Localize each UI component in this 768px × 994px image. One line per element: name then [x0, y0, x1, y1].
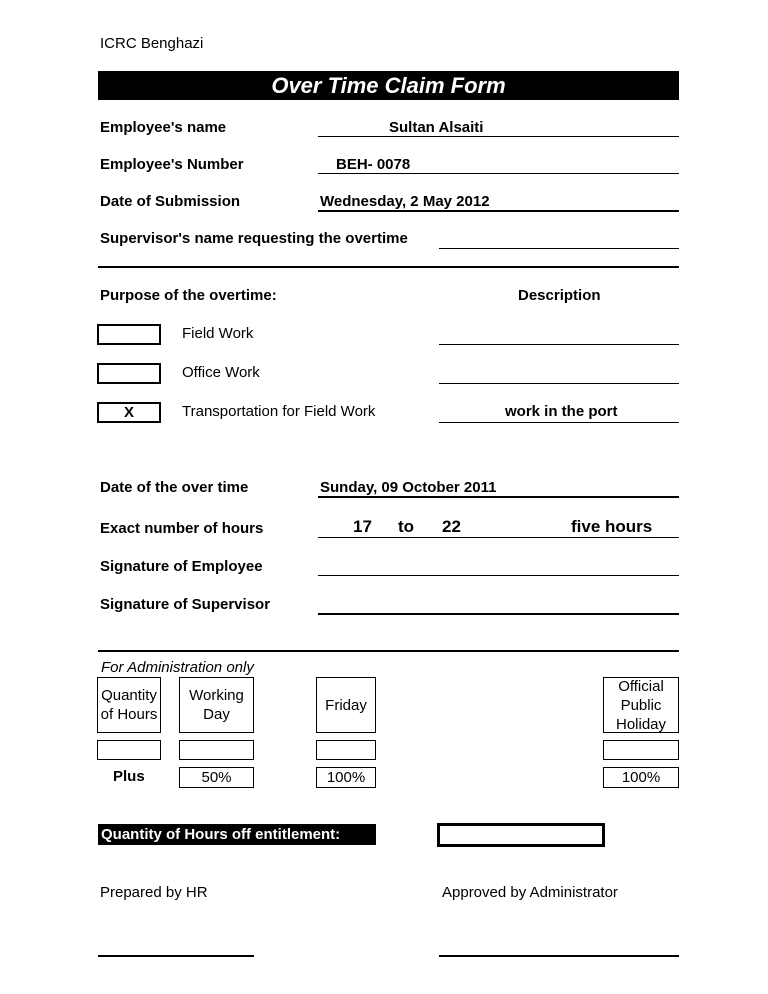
- date-submission-label: Date of Submission: [100, 193, 241, 210]
- organization-name: ICRC Benghazi: [100, 35, 204, 52]
- transportation-checkbox[interactable]: [97, 402, 161, 423]
- office-work-label: Office Work: [182, 364, 260, 381]
- signature-employee-line[interactable]: [318, 575, 679, 576]
- employee-name-value[interactable]: Sultan Alsaiti: [389, 119, 484, 136]
- form-title: Over Time Claim Form: [98, 71, 679, 100]
- public-holiday-rate-text: 100%: [621, 769, 661, 786]
- signature-supervisor-line[interactable]: [318, 613, 679, 615]
- office-work-checkbox[interactable]: [97, 363, 161, 384]
- section-divider: [98, 266, 679, 268]
- prepared-by-label: Prepared by HR: [100, 884, 208, 901]
- hours-underline: [318, 537, 679, 538]
- working-day-input[interactable]: [179, 740, 254, 760]
- public-holiday-header-text: Official Public Holiday: [615, 677, 667, 733]
- employee-number-label: Employee's Number: [100, 156, 244, 173]
- hours-total[interactable]: five hours: [571, 517, 653, 536]
- friday-rate: [316, 767, 376, 788]
- quantity-of-hours-input[interactable]: [97, 740, 161, 760]
- signature-employee-label: Signature of Employee: [100, 558, 263, 575]
- plus-label: Plus: [113, 768, 145, 785]
- signature-supervisor-label: Signature of Supervisor: [100, 596, 271, 613]
- admin-divider: [98, 650, 679, 652]
- employee-name-underline: [318, 136, 679, 137]
- employee-name-label: Employee's name: [100, 119, 227, 136]
- entitlement-input[interactable]: [437, 823, 605, 847]
- working-day-rate: [179, 767, 254, 788]
- friday-header-text: Friday: [325, 696, 367, 714]
- hours-label: Exact number of hours: [100, 520, 264, 537]
- working-day-header: [179, 677, 254, 733]
- quantity-of-hours-header: [97, 677, 161, 733]
- transportation-mark: X: [123, 404, 134, 421]
- approved-by-label: Approved by Administrator: [442, 884, 618, 901]
- employee-number-underline: [318, 173, 679, 174]
- transportation-label: Transportation for Field Work: [182, 403, 376, 420]
- purpose-label: Purpose of the overtime:: [100, 287, 277, 304]
- hours-from[interactable]: 17: [353, 517, 372, 536]
- office-work-description-line: [439, 383, 679, 384]
- overtime-date-underline: [318, 496, 679, 498]
- friday-rate-text: 100%: [326, 769, 366, 786]
- public-holiday-header: [603, 677, 679, 733]
- transportation-description[interactable]: work in the port: [505, 403, 618, 420]
- description-header: Description: [518, 287, 601, 304]
- working-day-header-text: Working Day: [189, 687, 244, 723]
- overtime-date-label: Date of the over time: [100, 479, 249, 496]
- date-submission-value[interactable]: Wednesday, 2 May 2012: [320, 193, 490, 210]
- transportation-description-line: [439, 422, 679, 423]
- employee-number-value[interactable]: BEH- 0078: [336, 156, 411, 173]
- supervisor-underline: [439, 248, 679, 249]
- approved-by-signature-line[interactable]: [439, 955, 679, 957]
- working-day-rate-text: 50%: [201, 769, 232, 786]
- admin-only-label: For Administration only: [101, 659, 254, 676]
- entitlement-label: Quantity of Hours off entitlement:: [98, 824, 376, 845]
- field-work-description-line: [439, 344, 679, 345]
- friday-header: [316, 677, 376, 733]
- public-holiday-rate: [603, 767, 679, 788]
- friday-input[interactable]: [316, 740, 376, 760]
- quantity-of-hours-header-text: Quantity of Hours: [100, 687, 158, 723]
- public-holiday-input[interactable]: [603, 740, 679, 760]
- hours-to[interactable]: 22: [442, 517, 461, 536]
- prepared-by-signature-line[interactable]: [98, 955, 254, 957]
- field-work-checkbox[interactable]: [97, 324, 161, 345]
- supervisor-label: Supervisor's name requesting the overtime: [100, 230, 408, 247]
- field-work-label: Field Work: [182, 325, 254, 342]
- overtime-date-value[interactable]: Sunday, 09 October 2011: [320, 479, 497, 496]
- hours-to-word: to: [398, 517, 415, 536]
- date-submission-underline: [318, 210, 679, 212]
